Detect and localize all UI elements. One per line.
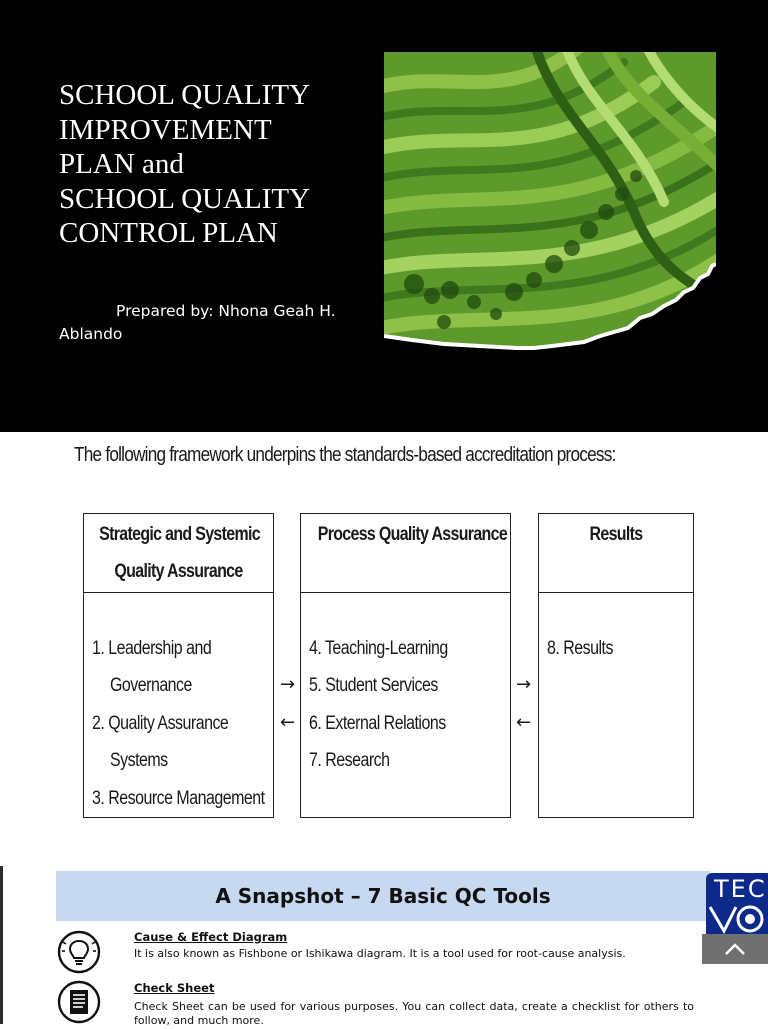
results-column [538, 513, 694, 818]
column-items [84, 590, 273, 817]
page-edge [0, 866, 3, 1024]
framework-page [0, 432, 768, 866]
column-header-line: Process Quality Assurance [317, 524, 508, 545]
process-quality-column [300, 513, 511, 818]
checklist-icon [57, 980, 101, 1024]
title-line: PLAN and [59, 148, 184, 180]
list-item: Systems [110, 750, 168, 771]
chevron-up-icon [723, 941, 747, 957]
column-header [84, 514, 273, 593]
title-line: CONTROL PLAN [59, 217, 278, 249]
strategic-quality-column [83, 513, 274, 818]
list-item: 1. Leadership and [92, 638, 212, 659]
title-line: IMPROVEMENT [59, 113, 272, 146]
title-slide [0, 0, 768, 432]
tool-description: Check Sheet can be used for various purposes. You can collect data, create a checklist for others to follow, and much more. [134, 1000, 694, 1027]
column-header-line: Quality Assurance [114, 561, 243, 582]
tool-name: Check Sheet [134, 981, 215, 995]
list-item: 2. Quality Assurance [92, 713, 229, 734]
prepared-by-line2: Ablando [59, 325, 123, 343]
list-item: Governance [110, 675, 192, 696]
logo-text: TEC [714, 875, 767, 903]
list-item: 7. Research [309, 750, 390, 771]
right-arrow-icon: → [280, 674, 296, 695]
framework-intro: The following framework underpins the standards-based accreditation process: [74, 444, 616, 466]
tec-logo[interactable] [706, 873, 768, 939]
list-item: 8. Results [547, 638, 613, 659]
list-item: 5. Student Services [309, 675, 438, 696]
tool-name: Cause & Effect Diagram [134, 930, 288, 944]
lightbulb-icon [57, 930, 101, 974]
column-header-line: Strategic and Systemic [99, 524, 260, 545]
column-items [539, 590, 693, 817]
scroll-to-top-button[interactable] [702, 934, 768, 964]
column-items [301, 590, 510, 817]
list-item: 3. Resource Management [92, 788, 265, 809]
list-item: 4. Teaching-Learning [309, 638, 448, 659]
snapshot-header [56, 871, 710, 921]
column-header-line: Results [589, 524, 643, 545]
qc-tools-page [0, 866, 768, 1027]
prepared-by-line1: Prepared by: Nhona Geah H. [116, 302, 336, 320]
title-line: SCHOOL QUALITY [59, 79, 311, 111]
column-header [301, 514, 510, 593]
list-item: 6. External Relations [309, 713, 446, 734]
left-arrow-icon: ← [280, 712, 296, 733]
title-line: SCHOOL QUALITY [59, 182, 311, 215]
column-header [539, 514, 693, 593]
tool-description: It is also known as Fishbone or Ishikawa diagram. It is a tool used for root-cause analysis. [134, 947, 626, 960]
left-arrow-icon: ← [516, 712, 532, 733]
rice-terraces-photo [384, 52, 716, 352]
right-arrow-icon: → [516, 674, 532, 695]
slide-title [59, 78, 369, 251]
prepared-by [59, 300, 359, 346]
snapshot-title: A Snapshot – 7 Basic QC Tools [215, 884, 551, 908]
